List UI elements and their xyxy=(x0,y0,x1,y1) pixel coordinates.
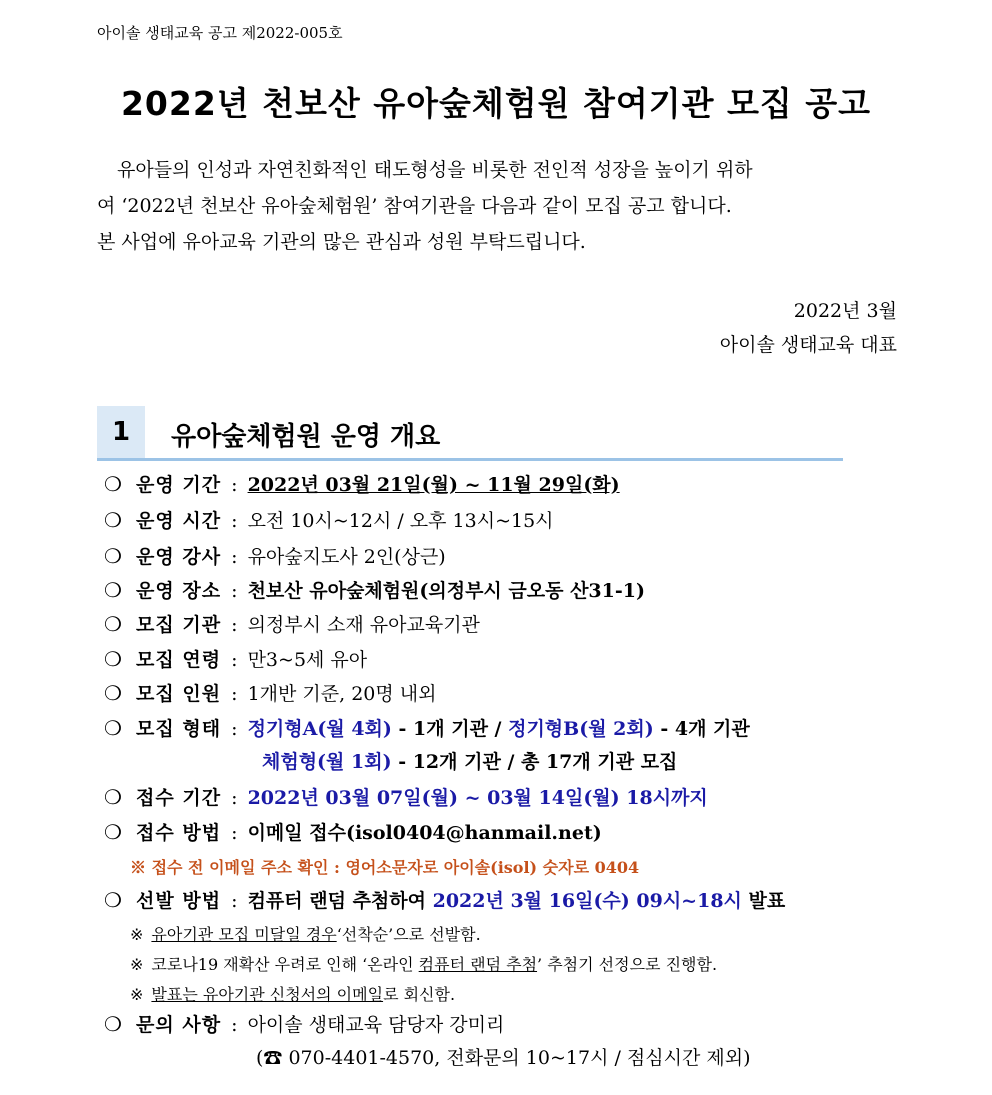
item-label: 문의 사항 xyxy=(136,1014,222,1036)
intro-line-1: 유아들의 인성과 자연친화적인 태도형성을 비롯한 전인적 성장을 높이기 위하 xyxy=(117,159,753,181)
section-title: 유아숲체험원 운영 개요 xyxy=(171,422,441,452)
bullet-icon: ❍ xyxy=(104,472,122,496)
colon: : xyxy=(231,510,238,532)
bullet-icon: ❍ xyxy=(104,716,122,740)
note-underlined: 발표는 유아기관 신청서의 이메일 xyxy=(151,985,384,1004)
item-period xyxy=(104,470,620,497)
colon: : xyxy=(231,718,238,740)
item-value: 2022년 03월 07일(월) ~ 03월 14일(월) 18시까지 xyxy=(247,787,708,809)
type-b-name: 정기형B(월 2회) xyxy=(508,718,654,740)
section-number: 1 xyxy=(97,406,145,458)
colon: : xyxy=(231,1014,238,1036)
type-a-count: - 1개 기관 / xyxy=(391,718,509,740)
item-label: 선발 방법 xyxy=(136,890,222,912)
selection-suffix: 발표 xyxy=(741,890,786,912)
item-label: 모집 기관 xyxy=(136,614,222,636)
note-3 xyxy=(130,982,455,1005)
notice-number: 아이솔 생태교육 공고 제2022-005호 xyxy=(97,24,343,42)
bullet-icon: ❍ xyxy=(104,508,122,532)
note-underlined: 유아기관 모집 미달일 경우 xyxy=(151,925,337,944)
item-hours xyxy=(104,506,554,533)
email-note-text: ※ 접수 전 이메일 주소 확인 : 영어소문자로 아이솔(isol) 숫자로 0404 xyxy=(130,858,640,877)
bullet-icon: ❍ xyxy=(104,681,122,705)
item-label: 접수 기간 xyxy=(136,787,222,809)
bullet-icon: ❍ xyxy=(104,647,122,671)
item-label: 접수 방법 xyxy=(136,822,222,844)
contact-phone: (☎ 070-4401-4570, 전화문의 10~17시 / 점심시간 제외) xyxy=(256,1047,751,1069)
colon: : xyxy=(231,787,238,809)
colon: : xyxy=(231,890,238,912)
item-age xyxy=(104,645,367,672)
bullet-icon: ❍ xyxy=(104,785,122,809)
item-label: 운영 장소 xyxy=(136,580,222,602)
intro-line-2: 여 ‘2022년 천보산 유아숲체험원’ 참여기관을 다음과 같이 모집 공고 합니다. xyxy=(97,195,732,217)
intro-paragraph xyxy=(97,152,897,260)
colon: : xyxy=(231,822,238,844)
type-a-name: 정기형A(월 4회) xyxy=(247,718,392,740)
note-rest: ’ 추첨기 선정으로 진행함. xyxy=(537,955,718,974)
notice-date: 2022년 3월 xyxy=(793,300,897,322)
note-2 xyxy=(130,952,717,975)
item-value: 아이솔 생태교육 담당자 강미리 xyxy=(247,1014,505,1036)
intro-line-3: 본 사업에 유아교육 기관의 많은 관심과 성원 부탁드립니다. xyxy=(97,231,586,253)
bullet-icon: ❍ xyxy=(104,612,122,636)
bullet-icon: ❍ xyxy=(104,578,122,602)
type-c-count: - 12개 기관 / 총 17개 기관 모집 xyxy=(391,751,678,773)
note-underlined: 컴퓨터 랜덤 추첨 xyxy=(418,955,538,974)
item-label: 운영 시간 xyxy=(136,510,222,532)
item-value: 만3~5세 유아 xyxy=(247,649,368,671)
note-pre: 코로나19 재확산 우려로 인해 ‘온라인 xyxy=(151,955,419,974)
type-b-count: - 4개 기관 xyxy=(653,718,750,740)
item-place xyxy=(104,576,645,603)
bullet-icon: ❍ xyxy=(104,820,122,844)
item-label: 운영 기간 xyxy=(136,474,222,496)
email-note xyxy=(130,855,639,878)
note-mark: ※ xyxy=(130,925,144,944)
item-type xyxy=(104,714,750,741)
colon: : xyxy=(231,649,238,671)
signature: 아이솔 생태교육 대표 xyxy=(719,334,897,356)
note-mark: ※ xyxy=(130,985,144,1004)
item-label: 모집 형태 xyxy=(136,718,222,740)
item-target-org xyxy=(104,610,480,637)
item-instructor xyxy=(104,542,446,569)
item-selection xyxy=(104,886,785,913)
bullet-icon: ❍ xyxy=(104,544,122,568)
item-value: 이메일 접수(isol0404@hanmail.net) xyxy=(247,822,602,844)
note-mark: ※ xyxy=(130,955,144,974)
page-title: 2022년 천보산 유아숲체험원 참여기관 모집 공고 xyxy=(120,84,872,123)
colon: : xyxy=(231,474,238,496)
item-label: 운영 강사 xyxy=(136,546,222,568)
type-c-name: 체험형(월 1회) xyxy=(262,751,392,773)
bullet-icon: ❍ xyxy=(104,888,122,912)
item-label: 모집 연령 xyxy=(136,649,222,671)
item-value: 2022년 03월 21일(월) ~ 11월 29일(화) xyxy=(247,474,620,496)
colon: : xyxy=(231,580,238,602)
colon: : xyxy=(231,614,238,636)
item-reception-period xyxy=(104,783,708,810)
colon: : xyxy=(231,683,238,705)
section-heading xyxy=(97,406,843,461)
selection-date: 2022년 3월 16일(수) 09시~18시 xyxy=(432,890,742,912)
note-rest: ‘선착순’으로 선발함. xyxy=(336,925,481,944)
item-value: 의정부시 소재 유아교육기관 xyxy=(247,614,480,636)
colon: : xyxy=(231,546,238,568)
item-value: 유아숲지도사 2인(상근) xyxy=(247,546,446,568)
item-reception-method xyxy=(104,818,602,845)
note-1 xyxy=(130,922,481,945)
item-value: 천보산 유아숲체험원(의정부시 금오동 산31-1) xyxy=(247,580,645,602)
item-contact xyxy=(104,1010,504,1037)
item-value: 1개반 기준, 20명 내외 xyxy=(247,683,437,705)
bullet-icon: ❍ xyxy=(104,1012,122,1036)
note-rest: 로 회신함. xyxy=(383,985,456,1004)
item-label: 모집 인원 xyxy=(136,683,222,705)
selection-prefix: 컴퓨터 랜덤 추첨하여 xyxy=(247,890,433,912)
item-type-continued xyxy=(262,747,677,774)
item-value: 오전 10시~12시 / 오후 13시~15시 xyxy=(247,510,554,532)
item-headcount xyxy=(104,679,436,706)
